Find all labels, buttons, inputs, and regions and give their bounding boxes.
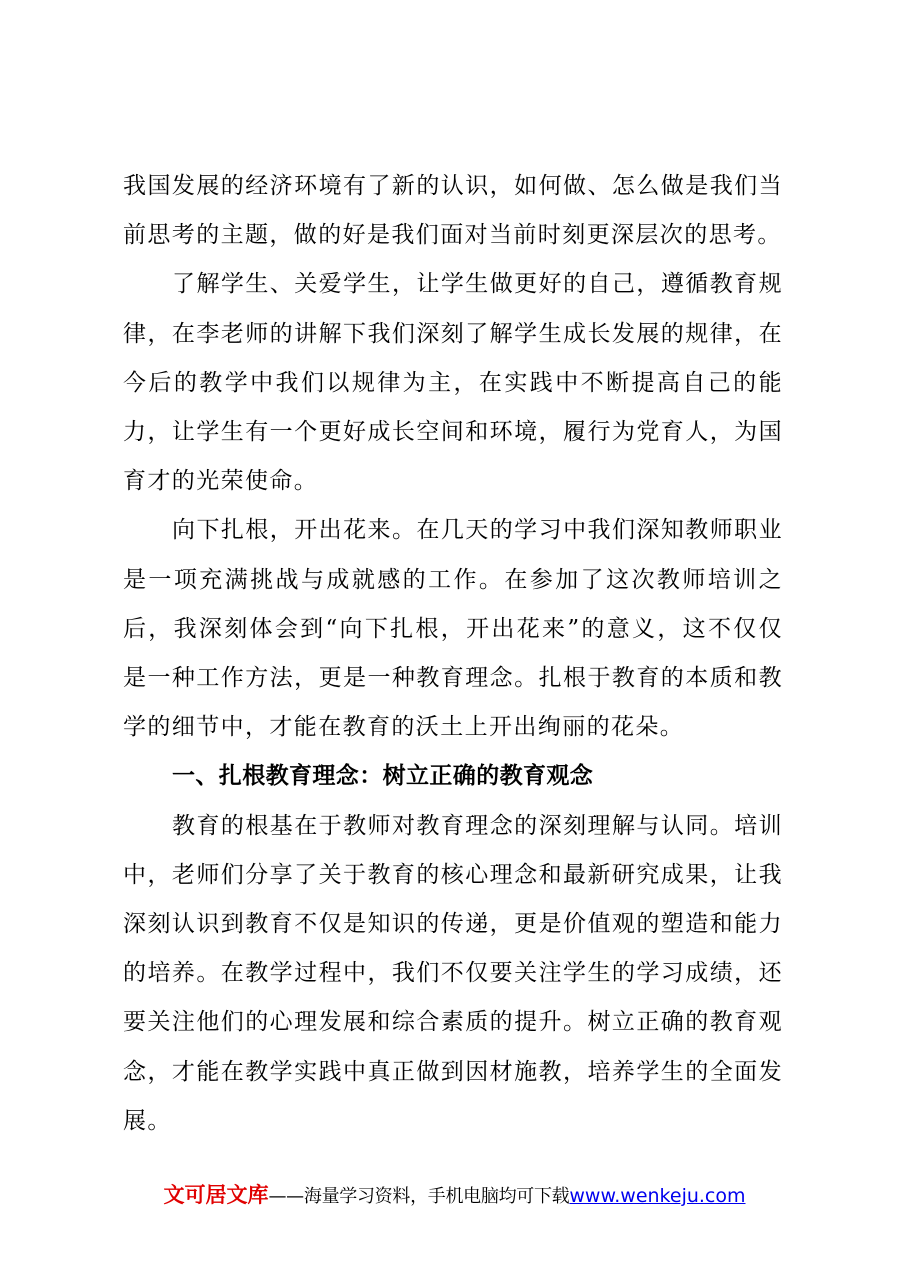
paragraph-continued: 我国发展的经济环境有了新的认识，如何做、怎么做是我们当前思考的主题，做的好是我们面对当前时刻更深层次的思考。 [123,173,783,249]
footer-tagline: ——海量学习资料，手机电脑均可下载 [268,1186,570,1207]
document-body [123,162,783,1146]
paragraph-take-root: 向下扎根，开出花来。在几天的学习中我们深知教师职业是一项充满挑战与成就感的工作。在参加了这次教师培训之后，我深刻体会到“向下扎根，开出花来”的意义，这不仅仅是一种工作方法，更是一种教育理念。扎根于教育的本质和教学的细节中，才能在教育的沃土上开出绚丽的花朵。 [123,517,783,741]
paragraph-education-concept: 教育的根基在于教师对教育理念的深刻理解与认同。培训中，老师们分享了关于教育的核心理念和最新研究成果，让我深刻认识到教育不仅是知识的传递，更是价值观的塑造和能力的培养。在教学过程中，我们不仅要关注学生的学习成绩，还要关注他们的心理发展和综合素质的提升。树立正确的教育观念，才能在教学实践中真正做到因材施教，培养学生的全面发展。 [123,812,783,1134]
page-footer [0,1180,909,1212]
footer-brand: 文可居文库 [163,1183,269,1207]
footer-link[interactable]: www.wenkeju.com [569,1185,746,1207]
paragraph-understand-students: 了解学生、关爱学生，让学生做更好的自己，遵循教育规律，在李老师的讲解下我们深刻了解学生成长发展的规律，在今后的教学中我们以规律为主，在实践中不断提高自己的能力，让学生有一个更好成长空间和环境，履行为党育人，为国育才的光荣使命。 [123,271,783,495]
section-heading: 一、扎根教育理念：树立正确的教育观念 [172,763,594,790]
